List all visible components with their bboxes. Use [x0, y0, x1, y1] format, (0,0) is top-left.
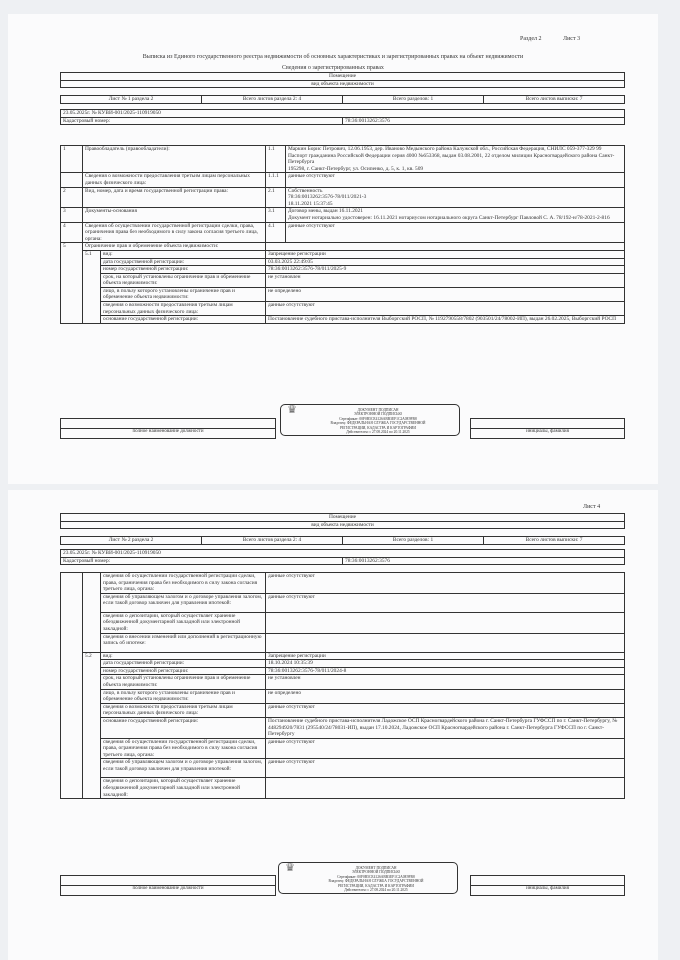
encumbrance-label: лицо, в пользу которого установлены ограничение прав и обременение объекта недвижимости:	[101, 689, 266, 703]
sheet-label: Лист 4	[583, 504, 601, 510]
emblem-icon: ♛	[287, 404, 297, 416]
encumbrance-label: сведения об осуществлении государственной регистрации сделки, права, ограничения права без необходимого в силу закона согласия третьего лица, органа:	[101, 738, 266, 759]
sheet-info-row	[60, 95, 625, 104]
cadastral-label: Кадастровый номер:	[61, 557, 343, 565]
table-row	[61, 717, 625, 738]
row-number: 4	[61, 222, 83, 243]
table-row	[61, 173, 625, 187]
row-subnumber: 1.1.1	[266, 173, 286, 187]
doc-info	[60, 549, 625, 565]
sheet-number: Лист № 1 раздела 2	[61, 96, 202, 104]
document-title: Выписка из Единого государственного реестра недвижимости об основных характеристиках и зарегистрированных правах на объект недвижимости	[142, 54, 524, 60]
row-subnumber: 1.1	[266, 146, 286, 173]
encumbrance-value: данные отсутствуют	[266, 593, 625, 612]
encumbrance-label: сведения о возможности предоставления третьим лицам персональных данных физического лица:	[101, 703, 266, 717]
table-row	[61, 660, 625, 668]
electronic-signature-stamp	[280, 404, 460, 436]
empty-cell	[61, 573, 83, 799]
row-value: Собственность 78:36:0013262:3576-78/011/2021-3 18.11.2021 15:37:45	[286, 187, 625, 208]
row-number	[61, 173, 83, 187]
encumbrance-label: основание государственной регистрации:	[101, 316, 266, 324]
object-type-box	[60, 72, 625, 88]
object-type-caption: вид объекта недвижимости	[61, 521, 625, 529]
encumbrance-label: сведения об управляющем залогом и о договоре управления залогом, если такой договор заключен для управления ипотекой:	[101, 593, 266, 612]
encumbrance-label: основание государственной регистрации:	[101, 717, 266, 738]
encumbrance-value: Запрещение регистрации	[266, 652, 625, 660]
electronic-signature-stamp	[278, 862, 458, 894]
encumbrance-value: 18.10.2024 10:35:39	[266, 660, 625, 668]
stamp-line: Сертификат: 00F0B5CE4126ABB3EF1C2A0E9FB8	[337, 874, 415, 879]
row-label: Ограничение прав и обременение объекта недвижимости:	[83, 243, 266, 251]
table-row	[61, 573, 625, 594]
document-page-1	[8, 14, 658, 484]
total-sheets-section: Всего листов раздела 2: 4	[202, 96, 343, 104]
document-page-2	[8, 490, 658, 960]
encumbrance-number: 5.2	[83, 652, 101, 799]
doc-number: 23.05.2025г. № КУВИ-001/2025-110919050	[61, 110, 625, 118]
table-row	[61, 187, 625, 208]
table-row	[61, 266, 625, 274]
row-value: Маркин Борис Петрович, 12.06.1953, дер. Иваново Медынского района Калужской обл., Российская Федерация, СНИЛС 059-377-329 99 Паспорт гражданина Российской Федерации серия 4000 №653368, выдан 03.08.2001, 22 отделом милиции Красногвардейского района Санкт-Петербурга 195298, г. Санкт-Петербург, ул. Осипенко, д. 5, к. 1, кв. 509	[286, 146, 625, 173]
stamp-line: Действителен: с 27.08.2024 по 20.11.2025	[344, 888, 408, 893]
encumbrance-value: Постановление судебного пристава-исполнителя Выборгский РОСП, № 1192790558/7802 (903501/24/78002-ИП), выдан 26.02.2025, Выборгский РОСП	[266, 316, 625, 324]
document-subtitle: Сведения о зарегистрированных правах	[282, 65, 384, 71]
position-caption: полное наименование должности	[61, 886, 276, 896]
encumbrance-value	[266, 612, 625, 633]
row-number: 5	[61, 243, 83, 324]
total-sections: Всего разделов: 1	[343, 96, 484, 104]
total-sheets: Всего листов выписки: 7	[484, 96, 625, 104]
encumbrance-value	[266, 778, 625, 799]
encumbrance-label: сведения об управляющем залогом и о договоре управления залогом, если такой договор заключен для управления ипотекой:	[101, 759, 266, 778]
emblem-icon: ♛	[285, 862, 295, 874]
encumbrance-value: 78:36:0013262:3576-78/011/2024-8	[266, 667, 625, 675]
stamp-line: Действителен: с 27.08.2024 по 20.11.2025	[346, 430, 410, 435]
row-number: 3	[61, 208, 83, 222]
stamp-line: ЭЛЕКТРОННОЙ ПОДПИСЬЮ	[353, 412, 403, 417]
object-type-box	[60, 513, 625, 529]
encumbrance-label: номер государственной регистрации:	[101, 667, 266, 675]
total-sections: Всего разделов: 1	[343, 537, 484, 545]
table-row	[61, 689, 625, 703]
row-label: Документы-основания	[83, 208, 266, 222]
table-row	[61, 738, 625, 759]
encumbrance-label: дата государственной регистрации:	[101, 660, 266, 668]
encumbrance-value: данные отсутствуют	[266, 738, 625, 759]
encumbrance-label: сведения об осуществлении государственной регистрации сделки, права, ограничения права без необходимого в силу закона согласия третьего лица, органа:	[101, 573, 266, 594]
table-row	[61, 222, 625, 243]
row-value: данные отсутствуют	[286, 173, 625, 187]
table-row	[61, 667, 625, 675]
encumbrance-label: срок, на который установлены ограничение прав и обременение объекта недвижимости:	[101, 273, 266, 287]
row-subnumber: 3.1	[266, 208, 286, 222]
encumbrance-value: Постановление судебного пристава-исполнителя Ладожское ОСП Красногвардейского района г. Санкт-Петербурга ГУФССП по г. Санкт-Петербургу, № 448294920/7831 (295540/24/78031-ИП), выдан 17.10.2024, Ладожское ОСП Красногвардейского района г. Санкт-Петербурга ГУФССП по г. Санкт-Петербургу	[266, 717, 625, 738]
encumbrance-value: данные отсутствуют	[266, 703, 625, 717]
empty-cell	[266, 243, 625, 251]
encumbrance-label: сведения о депозитарии, который осуществляет хранение обездвиженной документарной закладной или электронной закладной:	[101, 778, 266, 799]
doc-number: 23.05.2025г. № КУВИ-001/2025-110919050	[61, 550, 625, 558]
row-value: данные отсутствуют	[286, 222, 625, 243]
encumbrance-label: вид:	[101, 652, 266, 660]
cadastral-label: Кадастровый номер:	[61, 117, 343, 125]
encumbrance-label: сведения о внесении изменений или дополнений в регистрационную запись об ипотеке:	[101, 633, 266, 652]
table-row	[61, 302, 625, 316]
encumbrance-label: сведения о депозитарии, который осуществляет хранение обездвиженной документарной закладной или электронной закладной:	[101, 612, 266, 633]
table-row	[61, 675, 625, 689]
encumbrance-value: не установлен	[266, 675, 625, 689]
encumbrance-value: не определено	[266, 287, 625, 301]
row-subnumber: 2.1	[266, 187, 286, 208]
encumbrance-label: номер государственной регистрации:	[101, 266, 266, 274]
table-row	[61, 703, 625, 717]
doc-info	[60, 109, 625, 125]
encumbrance-value: данные отсутствуют	[266, 759, 625, 778]
sheet-info-row	[60, 536, 625, 545]
table-row	[61, 250, 625, 258]
sheet-number: Лист № 2 раздела 2	[61, 537, 202, 545]
table-row	[61, 652, 625, 660]
table-row	[61, 612, 625, 633]
table-row	[61, 146, 625, 173]
total-sheets-section: Всего листов раздела 2: 4	[202, 537, 343, 545]
table-row	[61, 316, 625, 324]
stamp-line: Владелец: ФЕДЕРАЛЬНАЯ СЛУЖБА ГОСУДАРСТВЕННОЙ	[328, 879, 424, 884]
cadastral-number: 78:36:0013262:3576	[343, 557, 625, 565]
table-row	[61, 759, 625, 778]
stamp-line: Владелец: ФЕДЕРАЛЬНАЯ СЛУЖБА ГОСУДАРСТВЕННОЙ	[330, 421, 426, 426]
table-row	[61, 593, 625, 612]
rights-table	[60, 145, 625, 324]
row-label: Сведения о возможности предоставления третьим лицам персональных данных физического лица:	[83, 173, 266, 187]
encumbrance-label: срок, на который установлены ограничение прав и обременение объекта недвижимости:	[101, 675, 266, 689]
table-row	[61, 208, 625, 222]
encumbrance-value: не установлен	[266, 273, 625, 287]
sheet-label: Лист 3	[563, 36, 581, 42]
row-label: Сведения об осуществлении государственной регистрации сделки, права, ограничения права без необходимого в силу закона согласия третьего лица, органа:	[83, 222, 266, 243]
encumbrance-number: 5.1	[83, 250, 101, 323]
row-subnumber: 4.1	[266, 222, 286, 243]
encumbrance-label: лицо, в пользу которого установлены ограничение прав и обременение объекта недвижимости:	[101, 287, 266, 301]
table-row	[61, 633, 625, 652]
stamp-line: Сертификат: 00F0B5CE4126ABB3EF1C2A0E9FB8	[339, 416, 417, 421]
stamp-line: ДОКУМЕНТ ПОДПИСАН	[355, 866, 397, 870]
object-type: Помещение	[61, 73, 625, 81]
table-row	[61, 287, 625, 301]
encumbrance-label: сведения о возможности предоставления третьим лицам персональных данных физического лица:	[101, 302, 266, 316]
row-value: Договор мены, выдан 16.11.2021 Документ нотариально удостоверен: 16.11.2021 нотариусом нотариального округа Санкт-Петербург Павловой С. А. 78/192-н/78-2021-2-816	[286, 208, 625, 222]
rights-table-continued	[60, 572, 625, 799]
row-number: 2	[61, 187, 83, 208]
section-label: Раздел 2	[520, 36, 542, 42]
row-label: Правообладатель (правообладатели):	[83, 146, 266, 173]
encumbrance-value: данные отсутствуют	[266, 302, 625, 316]
encumbrance-value	[266, 633, 625, 652]
object-type-caption: вид объекта недвижимости	[61, 80, 625, 88]
table-row	[61, 243, 625, 251]
row-number: 1	[61, 146, 83, 173]
cadastral-number: 78:36:0013262:3576	[343, 117, 625, 125]
stamp-line: РЕГИСТРАЦИИ, КАДАСТРА И КАРТОГРАФИИ	[340, 425, 416, 430]
stamp-line: ЭЛЕКТРОННОЙ ПОДПИСЬЮ	[351, 870, 401, 875]
encumbrance-value: данные отсутствуют	[266, 573, 625, 594]
row-label: Вид, номер, дата и время государственной регистрации права:	[83, 187, 266, 208]
name-caption: инициалы, фамилия	[471, 429, 625, 439]
stamp-line: РЕГИСТРАЦИИ, КАДАСТРА И КАРТОГРАФИИ	[338, 883, 414, 888]
object-type: Помещение	[61, 514, 625, 522]
table-row	[61, 273, 625, 287]
encumbrance-value: 03.03.2025 22:49:05	[266, 258, 625, 266]
encumbrance-label: вид:	[101, 250, 266, 258]
total-sheets: Всего листов выписки: 7	[484, 537, 625, 545]
encumbrance-value: 78:36:0013262:3576-78/011/2025-9	[266, 266, 625, 274]
stamp-line: ДОКУМЕНТ ПОДПИСАН	[357, 408, 399, 412]
table-row	[61, 258, 625, 266]
encumbrance-value: не определено	[266, 689, 625, 703]
encumbrance-value: Запрещение регистрации	[266, 250, 625, 258]
table-row	[61, 778, 625, 799]
name-caption: инициалы, фамилия	[471, 886, 625, 896]
position-caption: полное наименование должности	[61, 429, 276, 439]
empty-cell	[83, 573, 101, 653]
encumbrance-label: дата государственной регистрации:	[101, 258, 266, 266]
